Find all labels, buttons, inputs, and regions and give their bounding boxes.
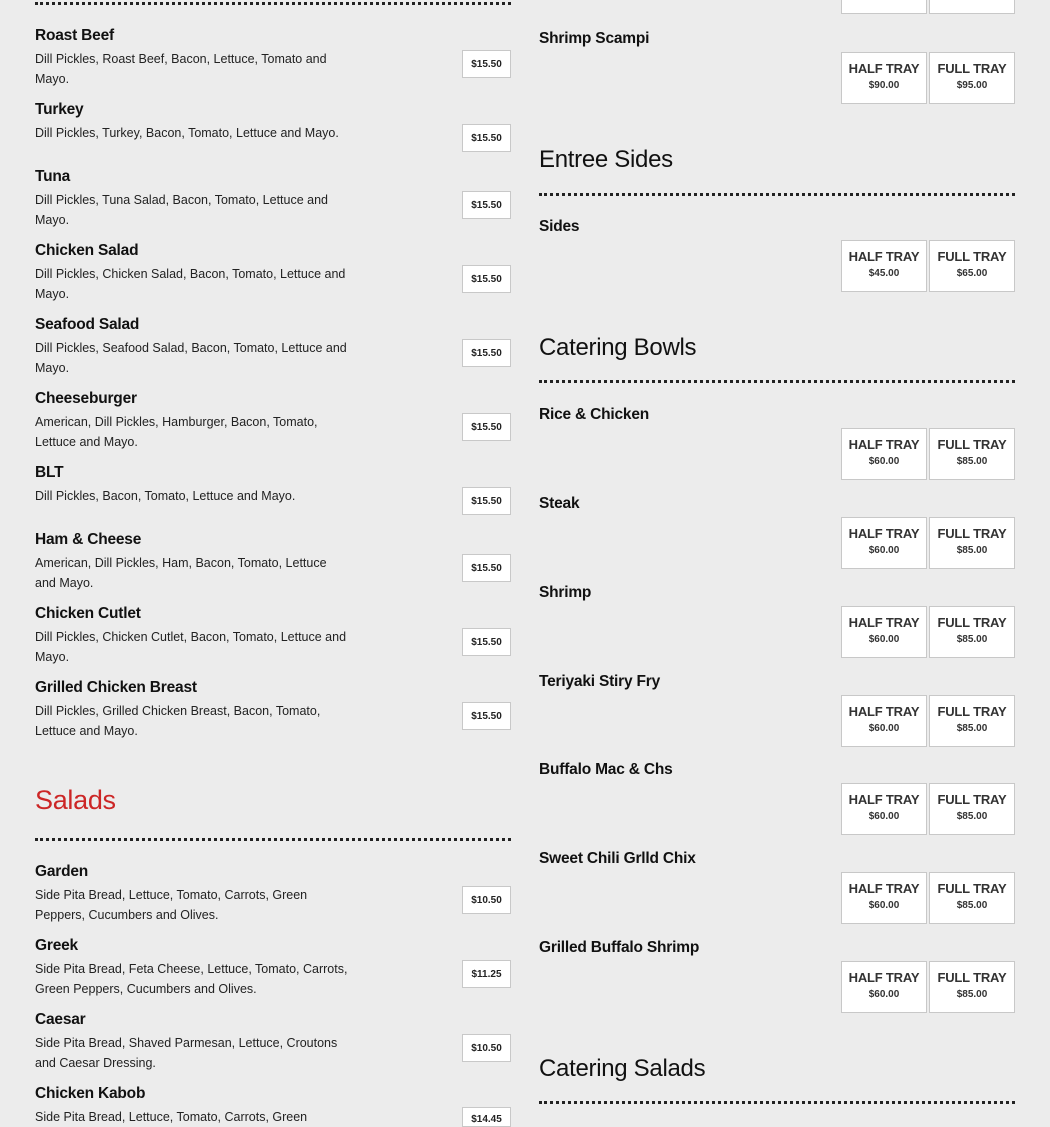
full-tray-button[interactable]: [929, 517, 1015, 569]
tray-label: FULL TRAY: [937, 437, 1007, 452]
tray-price: $85.00: [956, 811, 988, 822]
item-name: Seafood Salad: [35, 316, 140, 333]
tray-price: $95.00: [956, 80, 988, 91]
price-button[interactable]: $15.50: [462, 265, 511, 293]
item-name: Caesar: [35, 1011, 86, 1028]
price-button[interactable]: $10.50: [462, 886, 511, 914]
tray-label: HALF TRAY: [848, 970, 920, 985]
full-tray-button[interactable]: [929, 872, 1015, 924]
price-button[interactable]: $15.50: [462, 487, 511, 515]
tray-label: HALF TRAY: [848, 704, 920, 719]
item-name: Chicken Cutlet: [35, 605, 141, 622]
half-tray-button[interactable]: [841, 606, 927, 658]
item-description: Dill Pickles, Bacon, Tomato, Lettuce and Mayo.: [35, 489, 296, 503]
item-name: Roast Beef: [35, 27, 114, 44]
price-button[interactable]: $14.45: [462, 1107, 511, 1127]
tray-price: $85.00: [956, 545, 988, 556]
full-tray-button[interactable]: [929, 428, 1015, 480]
tray-label: FULL TRAY: [937, 249, 1007, 264]
item-description: Dill Pickles, Roast Beef, Bacon, Lettuce, Tomato and Mayo.: [35, 52, 327, 86]
section-divider: [35, 838, 511, 841]
tray-price: [842, 0, 926, 1]
price-button[interactable]: $15.50: [462, 124, 511, 152]
tray-label: FULL TRAY: [937, 792, 1007, 807]
tray-label: FULL TRAY: [937, 526, 1007, 541]
item-name: Sides: [539, 218, 580, 235]
item-name: Ham & Cheese: [35, 531, 142, 548]
item-description: Dill Pickles, Tuna Salad, Bacon, Tomato, Lettuce and Mayo.: [35, 193, 328, 227]
tray-price: $45.00: [868, 268, 900, 279]
item-name: Teriyaki Stiry Fry: [539, 673, 661, 690]
half-tray-button[interactable]: [841, 52, 927, 104]
item-name: Chicken Salad: [35, 242, 139, 259]
tray-label: HALF TRAY: [848, 437, 920, 452]
tray-price: $60.00: [868, 811, 900, 822]
item-name: Sweet Chili Grlld Chix: [539, 850, 696, 867]
section-title-catering-bowls: Catering Bowls: [539, 334, 697, 361]
item-name: Turkey: [35, 101, 84, 118]
full-tray-button[interactable]: [929, 695, 1015, 747]
tray-price: $85.00: [956, 989, 988, 1000]
tray-label: FULL TRAY: [937, 615, 1007, 630]
tray-label: HALF TRAY: [848, 61, 920, 76]
item-description: Side Pita Bread, Lettuce, Tomato, Carrots, Green Peppers, Cucumbers and Olives.: [35, 888, 308, 922]
half-tray-button[interactable]: [841, 872, 927, 924]
tray-label: HALF TRAY: [848, 249, 920, 264]
price-button[interactable]: $15.50: [462, 702, 511, 730]
tray-price: $85.00: [956, 900, 988, 911]
price-button[interactable]: $15.50: [462, 191, 511, 219]
tray-price: $85.00: [956, 456, 988, 467]
item-name: BLT: [35, 464, 64, 481]
item-name: Grilled Buffalo Shrimp: [539, 939, 700, 956]
item-description: Side Pita Bread, Shaved Parmesan, Lettuce, Croutons and Caesar Dressing.: [35, 1036, 338, 1070]
full-tray-button[interactable]: [929, 961, 1015, 1013]
tray-label: FULL TRAY: [937, 881, 1007, 896]
item-name: Shrimp Scampi: [539, 30, 650, 47]
item-description: Dill Pickles, Chicken Cutlet, Bacon, Tomato, Lettuce and Mayo.: [35, 630, 347, 664]
item-name: Chicken Kabob: [35, 1085, 146, 1102]
item-description: Dill Pickles, Chicken Salad, Bacon, Tomato, Lettuce and Mayo.: [35, 267, 346, 301]
tray-label: HALF TRAY: [848, 615, 920, 630]
item-description: American, Dill Pickles, Hamburger, Bacon, Tomato, Lettuce and Mayo.: [35, 415, 318, 449]
item-description: Side Pita Bread, Feta Cheese, Lettuce, Tomato, Carrots, Green Peppers, Cucumbers and Olives.: [35, 962, 348, 996]
item-name: Shrimp: [539, 584, 592, 601]
tray-price: [930, 0, 1014, 1]
full-tray-button[interactable]: [929, 240, 1015, 292]
tray-label: HALF TRAY: [848, 792, 920, 807]
half-tray-button[interactable]: [841, 0, 927, 14]
full-tray-button[interactable]: [929, 52, 1015, 104]
item-name: Cheeseburger: [35, 390, 137, 407]
price-button[interactable]: $15.50: [462, 628, 511, 656]
item-description: American, Dill Pickles, Ham, Bacon, Tomato, Lettuce and Mayo.: [35, 556, 327, 590]
price-button[interactable]: $15.50: [462, 50, 511, 78]
half-tray-button[interactable]: [841, 517, 927, 569]
item-description: Dill Pickles, Turkey, Bacon, Tomato, Lettuce and Mayo.: [35, 126, 339, 140]
tray-price: $90.00: [868, 80, 900, 91]
item-name: Grilled Chicken Breast: [35, 679, 197, 696]
tray-price: $60.00: [868, 723, 900, 734]
section-divider: [539, 1101, 1015, 1104]
tray-label: FULL TRAY: [937, 970, 1007, 985]
section-title-catering-salads: Catering Salads: [539, 1055, 706, 1082]
item-name: Greek: [35, 937, 78, 954]
tray-price: $85.00: [956, 723, 988, 734]
price-button[interactable]: $11.25: [462, 960, 511, 988]
item-name: Tuna: [35, 168, 71, 185]
full-tray-button[interactable]: [929, 783, 1015, 835]
tray-label: HALF TRAY: [848, 881, 920, 896]
half-tray-button[interactable]: [841, 428, 927, 480]
half-tray-button[interactable]: [841, 240, 927, 292]
tray-price: $60.00: [868, 545, 900, 556]
half-tray-button[interactable]: [841, 695, 927, 747]
item-name: Buffalo Mac & Chs: [539, 761, 673, 778]
section-title-entree-sides: Entree Sides: [539, 146, 673, 173]
tray-price: $60.00: [868, 989, 900, 1000]
tray-price: $60.00: [868, 900, 900, 911]
price-button[interactable]: $15.50: [462, 339, 511, 367]
tray-label: FULL TRAY: [937, 704, 1007, 719]
item-name: Garden: [35, 863, 89, 880]
full-tray-button[interactable]: [929, 606, 1015, 658]
full-tray-button[interactable]: [929, 0, 1015, 14]
tray-price: $85.00: [956, 634, 988, 645]
price-button[interactable]: $15.50: [462, 413, 511, 441]
section-divider: [539, 380, 1015, 383]
price-button[interactable]: $15.50: [462, 554, 511, 582]
price-button[interactable]: $10.50: [462, 1034, 511, 1062]
tray-label: FULL TRAY: [937, 61, 1007, 76]
item-description: Dill Pickles, Grilled Chicken Breast, Bacon, Tomato, Lettuce and Mayo.: [35, 704, 321, 738]
item-description: Side Pita Bread, Lettuce, Tomato, Carrots, Green: [35, 1110, 308, 1124]
item-description: Dill Pickles, Seafood Salad, Bacon, Tomato, Lettuce and Mayo.: [35, 341, 347, 375]
tray-label: HALF TRAY: [848, 526, 920, 541]
tray-price: $65.00: [956, 268, 988, 279]
half-tray-button[interactable]: [841, 783, 927, 835]
section-divider: [35, 2, 511, 5]
section-title-salads: Salads: [35, 785, 116, 815]
half-tray-button[interactable]: [841, 961, 927, 1013]
section-divider: [539, 193, 1015, 196]
item-name: Steak: [539, 495, 580, 512]
item-name: Rice & Chicken: [539, 406, 650, 423]
tray-price: $60.00: [868, 634, 900, 645]
tray-price: $60.00: [868, 456, 900, 467]
